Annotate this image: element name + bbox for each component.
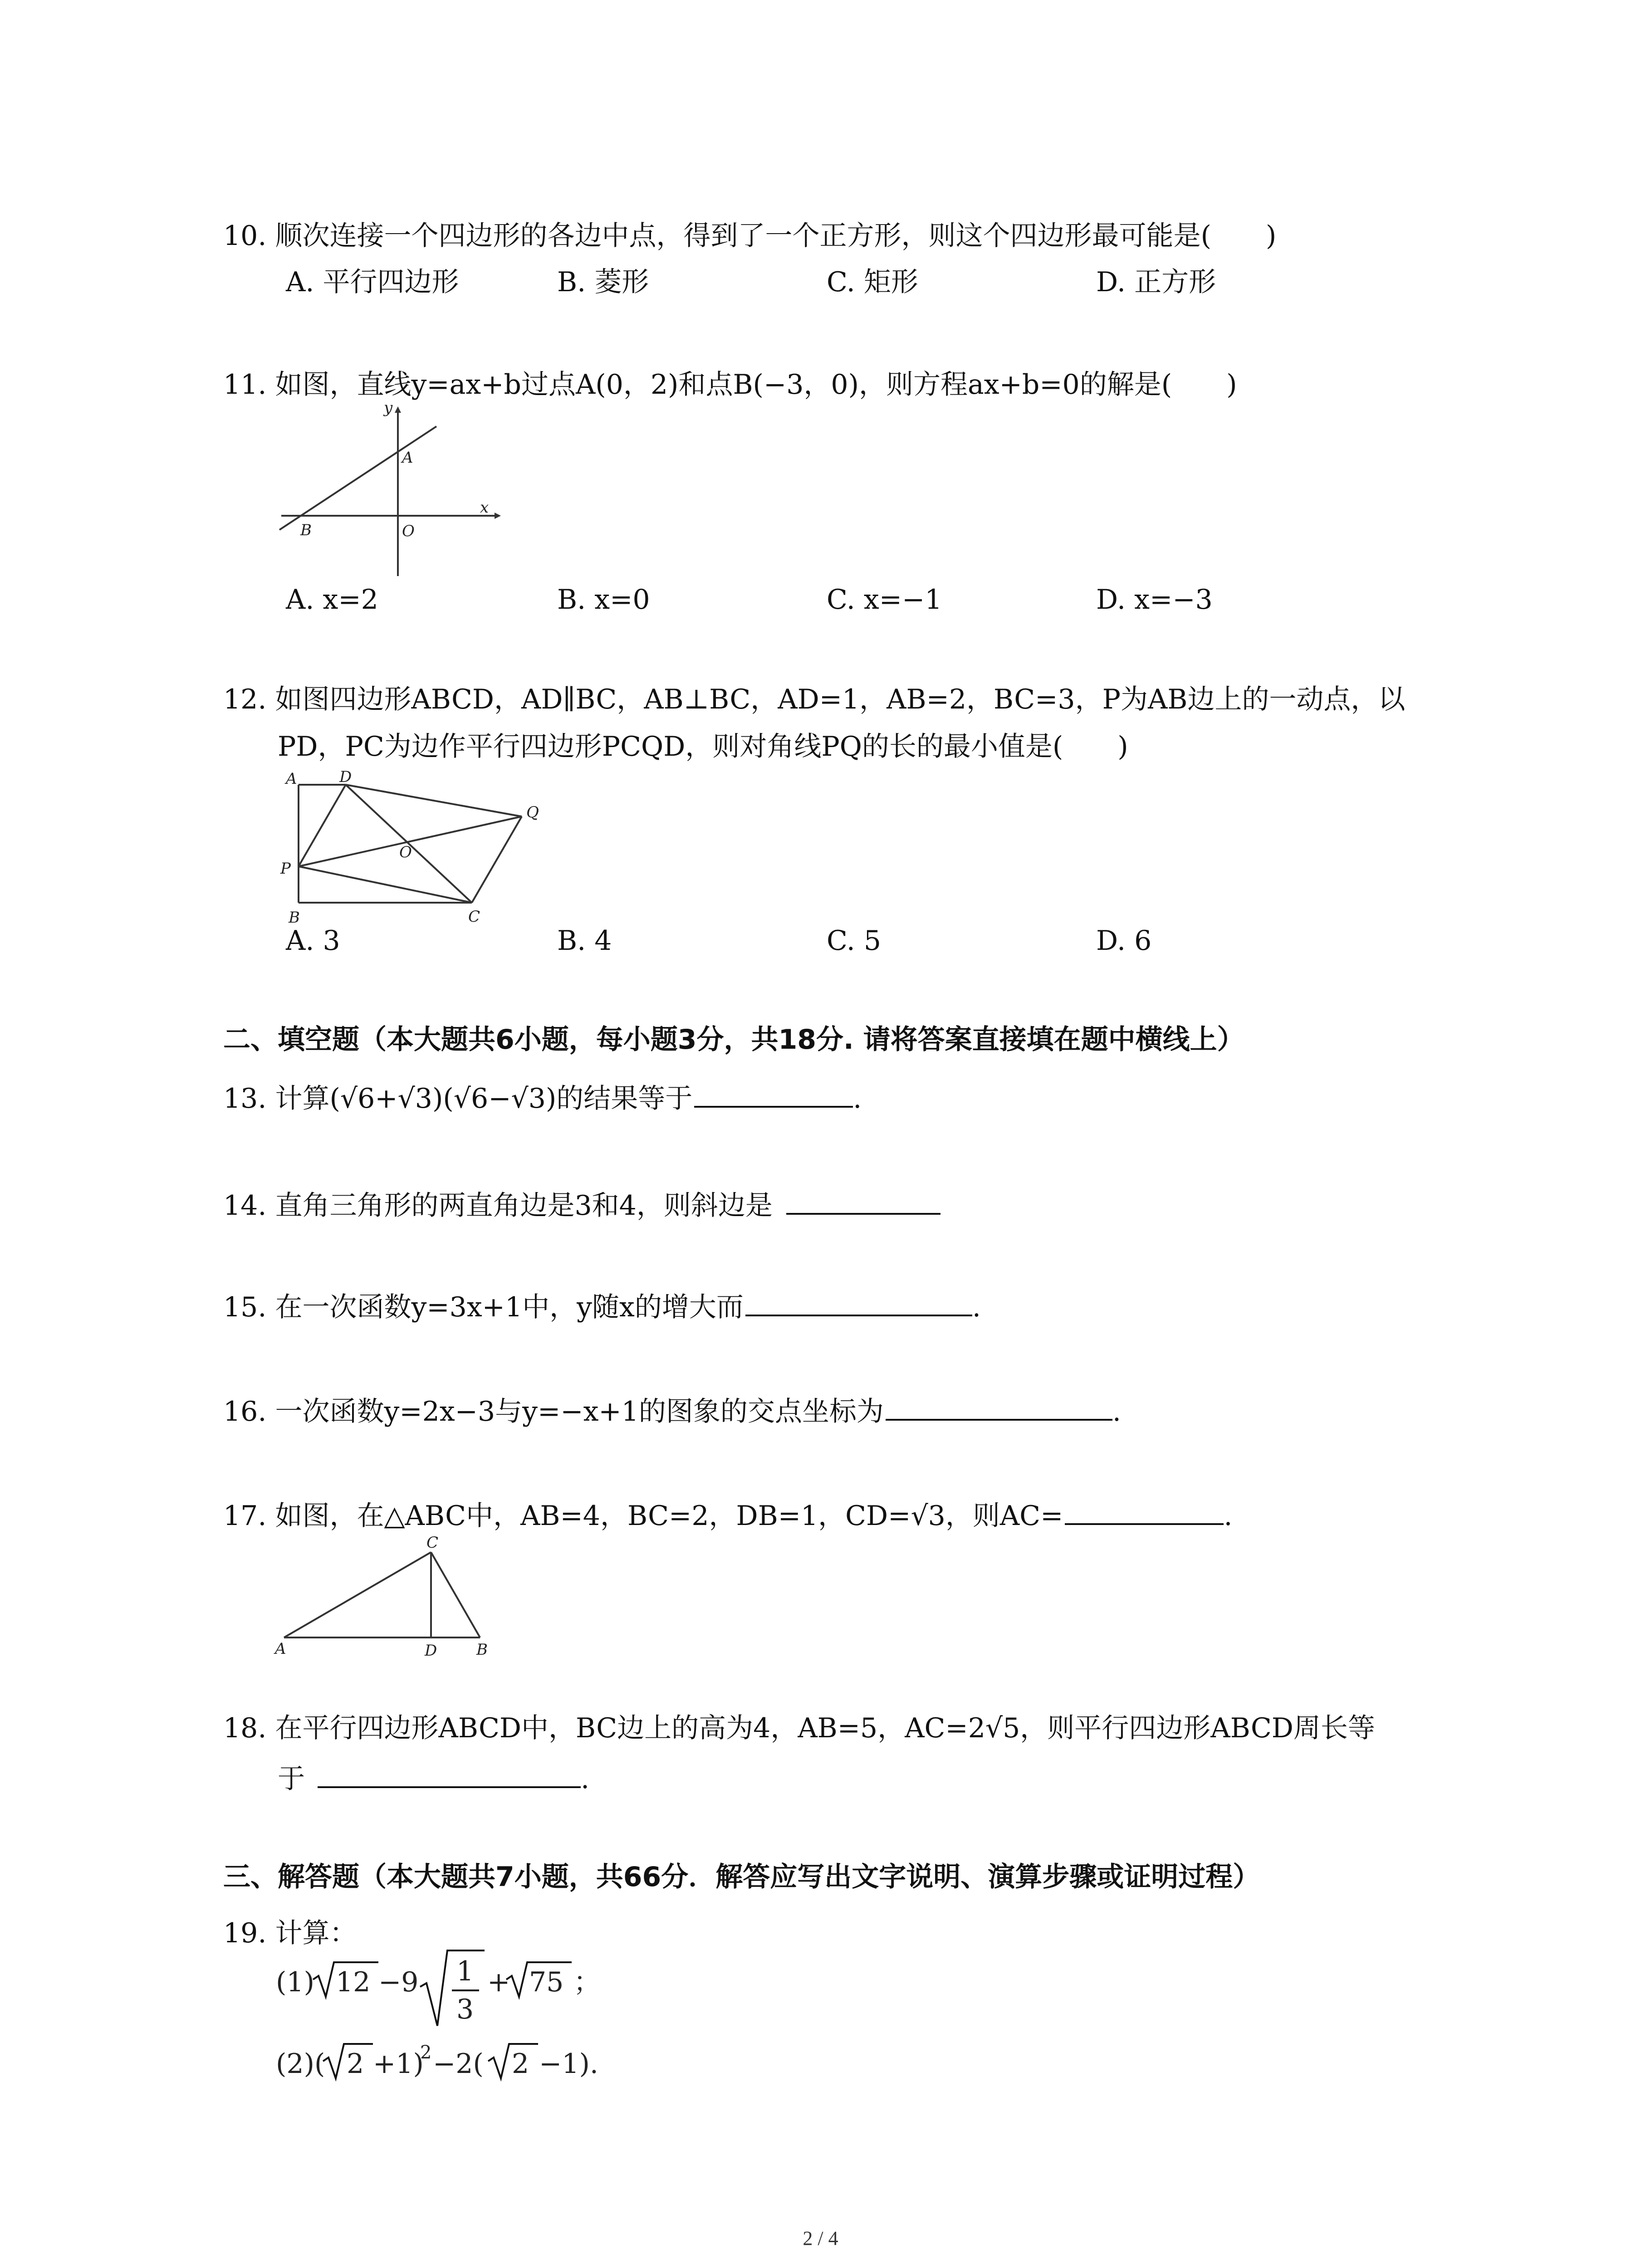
question-12-figure (272, 767, 554, 930)
question-12-option-a: A. 3 (286, 925, 340, 957)
question-18-line-1: 18. 在平行四边形ABCD中，BC边上的高为4，AB=5，AC=2√5，则平行四边形ABCD周长等 (223, 1712, 1375, 1744)
label-d: D (339, 768, 352, 786)
part-1-end: ； (573, 1966, 601, 1998)
question-11-option-d: D. x=−3 (1096, 584, 1213, 616)
question-14-text: 14. 直角三角形的两直角边是3和4，则斜边是 (223, 1190, 773, 1222)
answer-blank (1065, 1495, 1224, 1525)
segment-dq (346, 785, 522, 816)
question-12-option-b: B. 4 (557, 925, 612, 957)
label-b: B (289, 909, 300, 927)
question-10-stem: 10. 顺次连接一个四边形的各边中点，得到了一个正方形，则这个四边形最可能是( ) (223, 220, 1277, 252)
question-10-option-c: C. 矩形 (827, 266, 918, 298)
question-10-option-b: B. 菱形 (557, 266, 649, 298)
part-1-prefix: (1) (276, 1966, 314, 1998)
label-c: C (426, 1534, 439, 1552)
question-12-option-d: D. 6 (1096, 925, 1152, 957)
question-15 (223, 1286, 981, 1325)
answer-blank (886, 1391, 1112, 1421)
question-19-part-1 (276, 1946, 621, 2037)
part-2-mid-2: −2( (433, 2048, 484, 2080)
label-a: A (275, 1640, 286, 1658)
question-12-option-c: C. 5 (827, 925, 882, 957)
question-14 (223, 1185, 941, 1224)
segment-qc (472, 816, 522, 903)
label-b: B (300, 521, 312, 539)
fraction-numerator: 1 (456, 1955, 474, 1987)
question-18-text-2: 于 (278, 1763, 305, 1795)
label-q: Q (526, 803, 539, 821)
label-d: D (425, 1642, 437, 1660)
part-2-mid-1: +1) (373, 2048, 424, 2080)
label-p: P (280, 860, 291, 878)
label-y: y (384, 399, 393, 417)
question-19-stem: 19. 计算： (223, 1917, 357, 1949)
label-o: O (402, 522, 415, 540)
question-18-line-2 (278, 1758, 589, 1797)
label-o: O (399, 843, 412, 861)
label-b: B (476, 1641, 488, 1659)
question-11-figure (277, 399, 504, 581)
question-12-stem-line-1: 12. 如图四边形ABCD，AD∥BC，AB⊥BC，AD=1，AB=2，BC=3，P为AB边上的一动点，以 (223, 684, 1406, 715)
radicand-75: 75 (529, 1966, 564, 1998)
question-15-end: . (972, 1291, 981, 1323)
label-c: C (468, 908, 480, 926)
part-2-prefix: (2)( (276, 2048, 325, 2080)
question-17-text: 17. 如图，在△ABC中，AB=4，BC=2，DB=1，CD=√3，则AC= (223, 1500, 1063, 1532)
fraction-denominator: 3 (456, 1994, 474, 2025)
segment-pd (299, 785, 346, 866)
x-axis-arrow-icon (495, 513, 501, 519)
answer-blank (745, 1286, 972, 1316)
label-x: x (480, 499, 489, 517)
question-17-figure (272, 1529, 508, 1660)
answer-blank (786, 1185, 941, 1215)
question-17-end: . (1224, 1500, 1233, 1532)
question-11-option-b: B. x=0 (557, 584, 650, 616)
question-11-option-c: C. x=−1 (827, 584, 942, 616)
question-13-text: 13. 计算(√6+√3)(√6−√3)的结果等于 (223, 1083, 693, 1114)
question-15-text: 15. 在一次函数y=3x+1中，y随x的增大而 (223, 1291, 744, 1323)
question-13-end: . (853, 1083, 862, 1114)
part-2-end: −1). (539, 2048, 598, 2080)
exponent-2: 2 (420, 2042, 432, 2063)
question-16 (223, 1391, 1121, 1430)
page-number: 2 / 4 (803, 2227, 838, 2249)
section-3-heading: 三、解答题（本大题共7小题，共66分．解答应写出文字说明、演算步骤或证明过程） (223, 1861, 1260, 1893)
question-19-part-2 (276, 2037, 621, 2091)
segment-pc (299, 866, 472, 903)
question-18-end: . (581, 1763, 590, 1795)
answer-blank (694, 1078, 853, 1108)
radical-sign-icon (420, 1950, 485, 2026)
line-y-ax-b (279, 426, 436, 530)
section-2-heading: 二、填空题（本大题共6小题，每小题3分，共18分. 请将答案直接填在题中横线上） (223, 1024, 1244, 1056)
y-axis-arrow-icon (395, 406, 401, 413)
radicand-2: 2 (347, 2048, 364, 2080)
question-13 (223, 1078, 862, 1117)
radicand-12: 12 (336, 1966, 371, 1998)
question-11-option-a: A. x=2 (286, 584, 378, 616)
label-a: A (402, 449, 413, 467)
question-16-end: . (1112, 1396, 1121, 1427)
question-10-option-d: D. 正方形 (1096, 266, 1216, 298)
segment-ac (284, 1552, 431, 1637)
question-16-text: 16. 一次函数y=2x−3与y=−x+1的图象的交点坐标为 (223, 1396, 884, 1427)
coefficient-9: −9 (378, 1966, 419, 1998)
answer-blank (318, 1758, 581, 1788)
label-a: A (286, 770, 297, 788)
segment-cb (431, 1552, 480, 1637)
radicand-2b: 2 (512, 2048, 529, 2080)
question-11-stem: 11. 如图，直线y=ax+b过点A(0，2)和点B(−3，0)，则方程ax+b=0的解是( ) (223, 369, 1237, 401)
plus-sign: + (487, 1966, 510, 1998)
question-12-stem-line-2: PD，PC为边作平行四边形PCQD，则对角线PQ的长的最小值是( ) (278, 731, 1128, 763)
question-10-option-a: A. 平行四边形 (286, 266, 459, 298)
